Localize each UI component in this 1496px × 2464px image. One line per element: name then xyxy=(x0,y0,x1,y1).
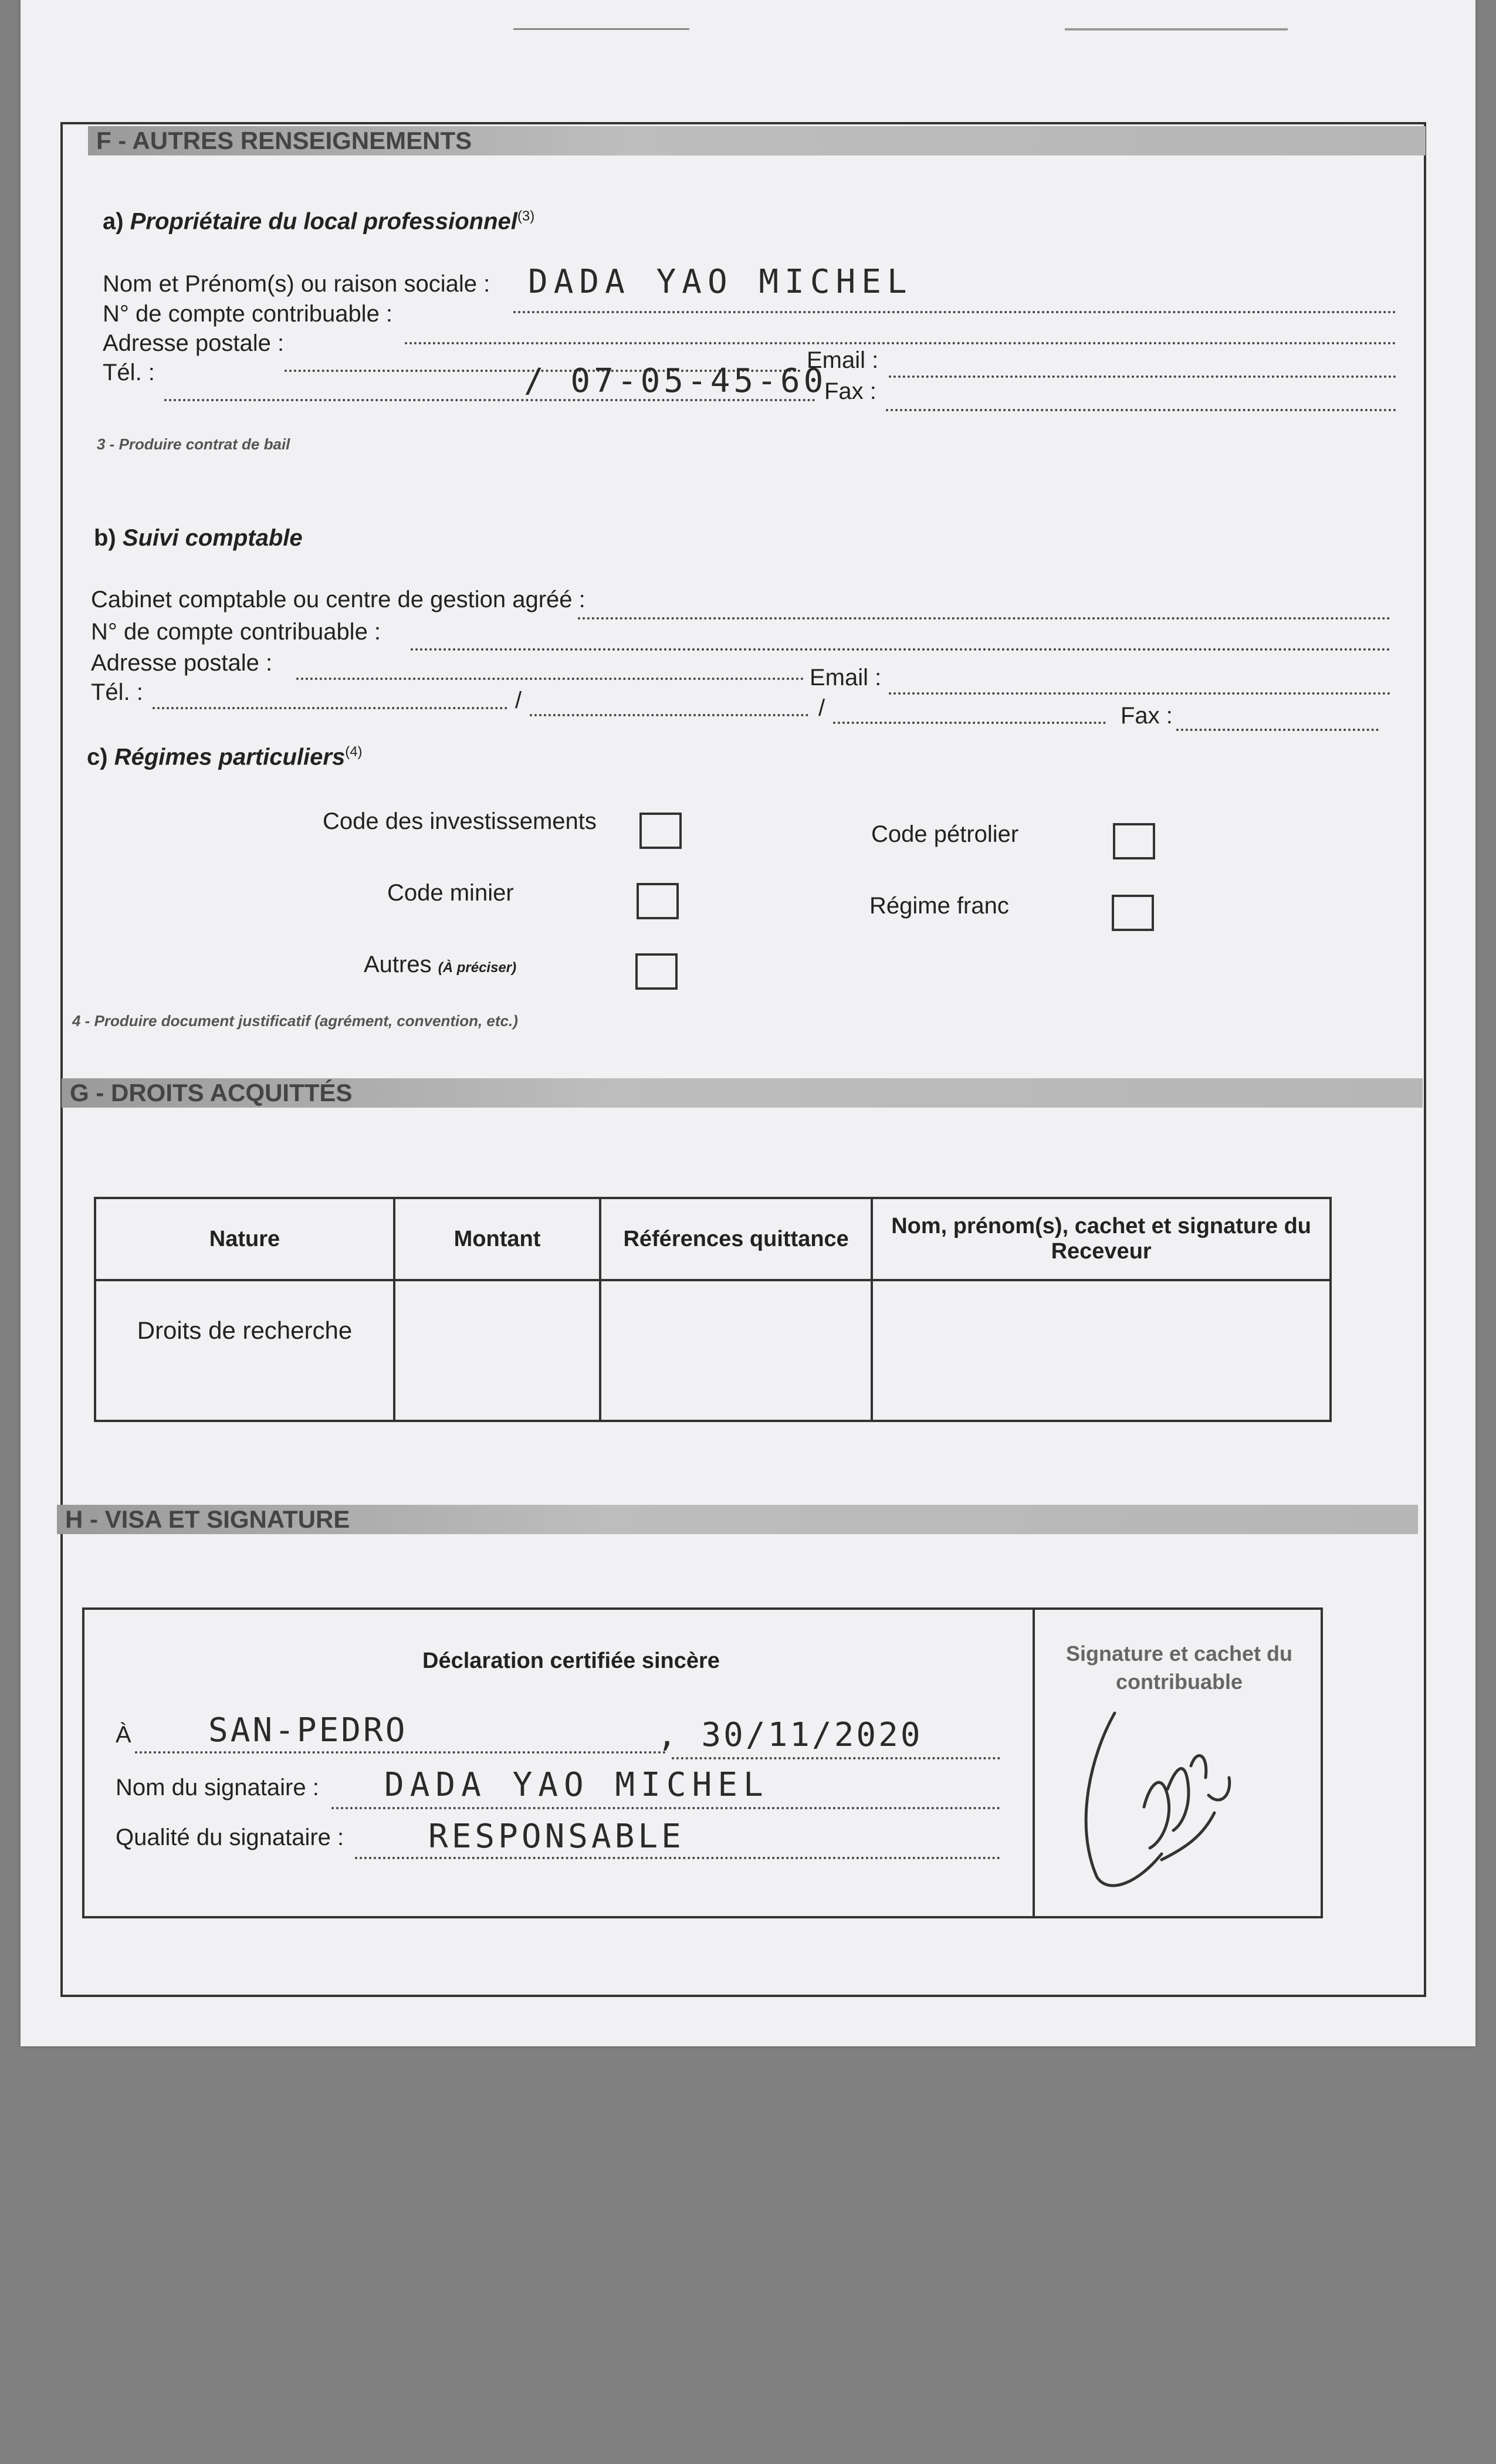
cabinet-address-field[interactable] xyxy=(296,678,804,680)
owner-account-label: N° de compte contribuable : xyxy=(103,301,393,327)
quality-label: Qualité du signataire : xyxy=(116,1825,344,1850)
signature-box-title: Signature et cachet du contribuable xyxy=(1065,1641,1293,1694)
owner-name-value: DADA YAO MICHEL xyxy=(528,263,913,301)
owner-address-label: Adresse postale : xyxy=(103,330,285,356)
cell-montant[interactable] xyxy=(394,1280,600,1421)
document-page xyxy=(21,0,1475,2046)
cabinet-tel-label: Tél. : xyxy=(91,679,143,705)
subsection-b-title: b) Suivi comptable xyxy=(94,525,303,551)
droits-table xyxy=(94,1197,1332,1422)
subsection-c-title: c) Régimes particuliers$^{(4)}$ xyxy=(87,744,363,770)
checkbox-autres[interactable] xyxy=(635,953,678,990)
footnote-4: 4 - Produire document justificatif (agrément, convention, etc.) xyxy=(72,1012,518,1030)
col-header-nature: Nature xyxy=(95,1198,394,1280)
signatory-field[interactable] xyxy=(331,1807,1000,1809)
owner-name-label: Nom et Prénom(s) ou raison sociale : xyxy=(103,271,490,297)
cabinet-account-label: N° de compte contribuable : xyxy=(91,619,381,645)
col-header-receveur: Nom, prénom(s), cachet et signature du Receveur xyxy=(872,1198,1331,1280)
owner-tel-value: / 07-05-45-60 xyxy=(524,362,827,400)
col-header-montant: Montant xyxy=(394,1198,600,1280)
cabinet-tel-field-3[interactable] xyxy=(833,722,1106,724)
cell-receveur[interactable] xyxy=(872,1280,1331,1421)
cabinet-tel-slash-2: / xyxy=(818,695,825,721)
place-field[interactable] xyxy=(135,1751,666,1754)
cabinet-label: Cabinet comptable ou centre de gestion agréé : xyxy=(91,587,585,612)
cabinet-tel-field-1[interactable] xyxy=(153,707,507,709)
owner-email-field[interactable] xyxy=(889,375,1396,378)
place-value: SAN-PEDRO xyxy=(208,1711,408,1749)
owner-tel-label: Tél. : xyxy=(103,360,155,385)
footnote-3: 3 - Produire contrat de bail xyxy=(97,435,290,453)
place-label: À xyxy=(116,1722,131,1748)
regime-option-petrolier: Code pétrolier xyxy=(871,821,1019,847)
regime-option-franc: Régime franc xyxy=(869,893,1009,919)
table-row xyxy=(95,1280,1331,1421)
cabinet-fax-field[interactable] xyxy=(1176,729,1379,731)
cabinet-field[interactable] xyxy=(578,617,1390,620)
cabinet-fax-label: Fax : xyxy=(1121,703,1173,729)
date-value: , 30/11/2020 xyxy=(657,1716,923,1754)
signature-divider xyxy=(1033,1607,1035,1918)
section-f-header: F - AUTRES RENSEIGNEMENTS xyxy=(88,126,1426,155)
owner-fax-label: Fax : xyxy=(824,378,876,404)
section-h-header: H - VISA ET SIGNATURE xyxy=(57,1505,1418,1534)
checkbox-investissements[interactable] xyxy=(639,813,682,849)
cell-nature: Droits de recherche xyxy=(95,1280,394,1421)
signatory-label: Nom du signataire : xyxy=(116,1775,319,1800)
owner-fax-field[interactable] xyxy=(886,409,1396,411)
cabinet-account-field[interactable] xyxy=(411,648,1390,651)
top-scan-mark xyxy=(513,28,689,30)
quality-value: RESPONSABLE xyxy=(428,1817,685,1856)
signatory-value: DADA YAO MICHEL xyxy=(384,1766,769,1804)
cabinet-address-label: Adresse postale : xyxy=(91,650,273,676)
top-scan-mark xyxy=(1065,28,1288,31)
date-field[interactable] xyxy=(672,1757,1000,1759)
cabinet-email-field[interactable] xyxy=(889,692,1390,695)
declaration-title: Déclaration certifiée sincère xyxy=(422,1649,720,1673)
regime-option-investissements: Code des investissements xyxy=(323,808,597,834)
cabinet-email-label: Email : xyxy=(810,665,882,691)
regime-option-minier: Code minier xyxy=(387,880,514,906)
checkbox-franc[interactable] xyxy=(1112,895,1154,931)
checkbox-petrolier[interactable] xyxy=(1113,823,1155,859)
col-header-references: Références quittance xyxy=(600,1198,872,1280)
cabinet-tel-slash-1: / xyxy=(515,688,522,713)
regime-option-autres: Autres (À préciser) xyxy=(364,952,517,977)
subsection-a-title: a) Propriétaire du local professionnel$^{(3)}$ xyxy=(103,208,535,235)
quality-field[interactable] xyxy=(355,1857,1000,1859)
checkbox-minier[interactable] xyxy=(637,883,679,919)
owner-email-label: Email : xyxy=(807,347,879,373)
owner-name-field[interactable] xyxy=(513,311,1396,313)
owner-account-field[interactable] xyxy=(405,342,1396,344)
cell-references[interactable] xyxy=(600,1280,872,1421)
section-g-header: G - DROITS ACQUITTÉS xyxy=(62,1078,1423,1108)
cabinet-tel-field-2[interactable] xyxy=(530,714,808,716)
handwritten-signature xyxy=(1074,1707,1250,1901)
